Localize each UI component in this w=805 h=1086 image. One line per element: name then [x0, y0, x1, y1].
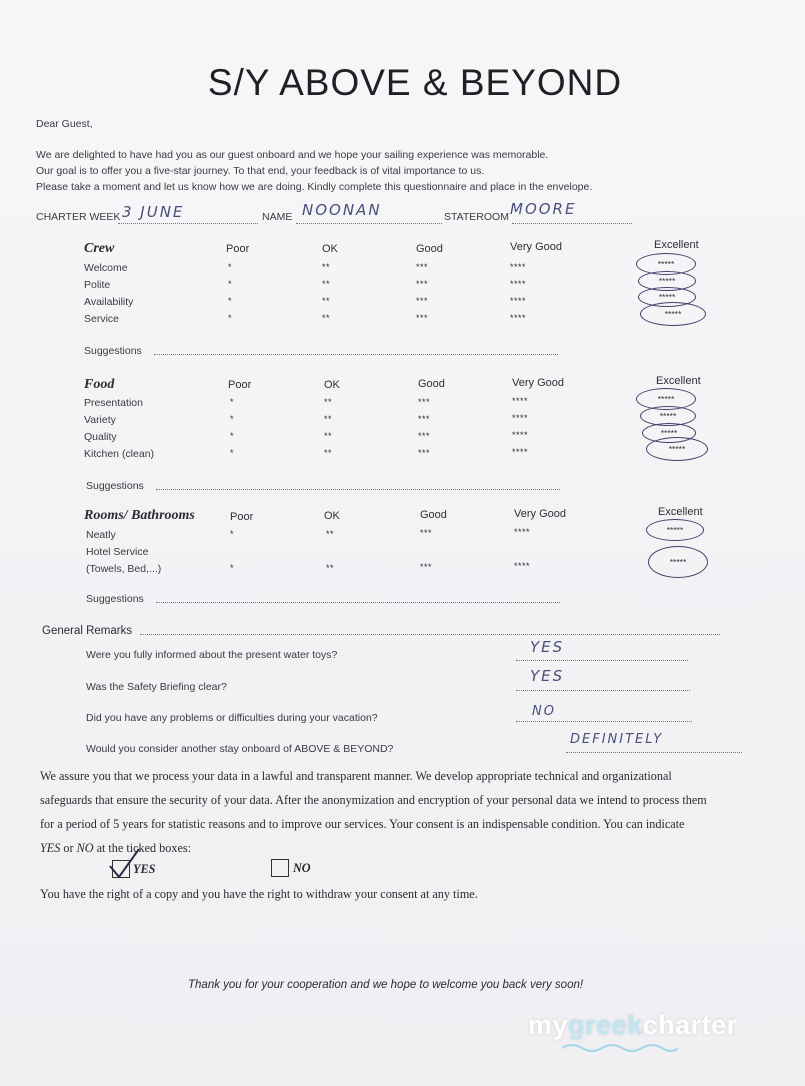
excellent-stars: *****	[658, 276, 676, 286]
crew-row-label: Service	[84, 313, 120, 325]
food-row-label: Quality	[84, 431, 117, 443]
excellent-stars: *****	[666, 525, 684, 535]
privacy-instruction: at the ticked boxes:	[93, 841, 191, 855]
general-remarks-field[interactable]	[140, 634, 720, 635]
rating-excellent-circled[interactable]	[648, 546, 708, 578]
privacy-line: for a period of 5 years for statistic reasons and to improve our services. Your consent is an indispensable condition. You can indicate	[40, 817, 685, 831]
food-section-title: Food	[84, 377, 115, 392]
food-suggestions-field[interactable]	[156, 489, 560, 490]
name-value[interactable]: NOONAN	[302, 201, 382, 219]
rating-poor[interactable]: *	[230, 431, 235, 441]
privacy-line: safeguards that ensure the security of your data. After the anonymization and encryption of your personal data we intend to process them	[40, 793, 707, 807]
rooms-row-label: (Towels, Bed,...)	[86, 563, 162, 575]
page-title: S/Y ABOVE & BEYOND	[207, 62, 623, 103]
name-line	[296, 223, 442, 224]
rating-poor[interactable]: *	[228, 313, 233, 323]
mygreekcharter-watermark	[528, 1010, 738, 1041]
rating-very-good[interactable]: ****	[510, 262, 527, 272]
rating-poor[interactable]: *	[230, 529, 235, 539]
charter-week-line	[118, 223, 258, 224]
intro-line: We are delighted to have had you as our guest onboard and we hope your sailing experience was memorable.	[36, 149, 549, 161]
wave-icon	[560, 1040, 680, 1056]
col-good: Good	[418, 378, 445, 390]
rating-good[interactable]: ***	[420, 528, 433, 538]
intro-text	[36, 147, 756, 195]
rating-poor[interactable]: *	[230, 448, 235, 458]
answer-line	[566, 752, 742, 753]
rating-very-good[interactable]: ****	[510, 313, 527, 323]
rating-ok[interactable]: **	[324, 397, 333, 407]
col-ok: OK	[324, 379, 340, 391]
rating-good[interactable]: ***	[416, 296, 429, 306]
rating-very-good[interactable]: ****	[512, 447, 529, 457]
col-excellent: Excellent	[654, 239, 699, 251]
intro-line: Please take a moment and let us know how we are doing. Kindly complete this questionnaire and place in the envelope.	[36, 181, 593, 193]
rating-excellent-circled[interactable]	[640, 302, 706, 326]
rights-text: You have the right of a copy and you have the right to withdraw your consent at any time.	[40, 887, 478, 901]
rating-poor[interactable]: *	[228, 262, 233, 272]
answer-text[interactable]: YES	[530, 667, 565, 685]
excellent-stars: *****	[668, 444, 686, 454]
rating-very-good[interactable]: ****	[512, 396, 529, 406]
excellent-stars: *****	[664, 309, 682, 319]
general-remarks-label: General Remarks	[42, 625, 133, 637]
col-very-good: Very Good	[510, 241, 562, 253]
excellent-stars: *****	[659, 411, 677, 421]
crew-row-label: Welcome	[84, 262, 128, 274]
rating-excellent-circled[interactable]	[646, 519, 704, 541]
consent-no-checkbox[interactable]	[271, 859, 289, 877]
question-text: Did you have any problems or difficulties during your vacation?	[86, 712, 378, 724]
consent-no-label: NO	[293, 861, 311, 875]
rating-good[interactable]: ***	[418, 397, 431, 407]
rating-good[interactable]: ***	[416, 262, 429, 272]
rating-good[interactable]: ***	[418, 414, 431, 424]
rooms-row-label: Hotel Service	[86, 546, 149, 558]
col-good: Good	[420, 509, 447, 521]
rating-ok[interactable]: **	[326, 529, 335, 539]
excellent-stars: *****	[657, 259, 675, 269]
rating-poor[interactable]: *	[230, 563, 235, 573]
answer-text[interactable]: DEFINITELY	[570, 732, 664, 747]
name-label: NAME	[262, 211, 293, 223]
rating-good[interactable]: ***	[418, 431, 431, 441]
watermark-part: my	[528, 1010, 569, 1040]
rating-good[interactable]: ***	[420, 562, 433, 572]
col-poor: Poor	[230, 511, 254, 523]
col-good: Good	[416, 243, 443, 255]
col-excellent: Excellent	[656, 375, 701, 387]
excellent-stars: *****	[657, 394, 675, 404]
crew-section-title: Crew	[84, 241, 115, 256]
rating-poor[interactable]: *	[230, 414, 235, 424]
charter-week-value[interactable]: 3 JUNE	[122, 203, 185, 221]
privacy-line	[40, 836, 780, 860]
crew-row-label: Availability	[84, 296, 134, 308]
rooms-suggestions-label: Suggestions	[86, 593, 144, 605]
watermark-part: charter	[642, 1010, 738, 1040]
rating-very-good[interactable]: ****	[510, 296, 527, 306]
privacy-line: We assure you that we process your data in a lawful and transparent manner. We develop appropriate technical and organizational	[40, 769, 672, 783]
rating-good[interactable]: ***	[418, 448, 431, 458]
col-very-good: Very Good	[514, 508, 566, 520]
rating-poor[interactable]: *	[228, 279, 233, 289]
rating-very-good[interactable]: ****	[512, 413, 529, 423]
rooms-row-label: Neatly	[86, 529, 116, 541]
food-row-label: Variety	[84, 414, 116, 426]
stateroom-label: STATEROOM	[444, 211, 509, 223]
rating-poor[interactable]: *	[228, 296, 233, 306]
rating-poor[interactable]: *	[230, 397, 235, 407]
col-ok: OK	[324, 510, 340, 522]
closing-message: Thank you for your cooperation and we hope to welcome you back very soon!	[188, 979, 584, 991]
intro-line: Our goal is to offer you a five-star journey. To that end, your feedback is of vital importance to us.	[36, 165, 485, 177]
rating-good[interactable]: ***	[416, 313, 429, 323]
food-row-label: Presentation	[84, 397, 143, 409]
question-text: Was the Safety Briefing clear?	[86, 681, 227, 693]
rating-ok[interactable]: **	[322, 296, 331, 306]
col-poor: Poor	[226, 243, 250, 255]
rating-good[interactable]: ***	[416, 279, 429, 289]
answer-text[interactable]: NO	[532, 704, 556, 719]
food-row-label: Kitchen (clean)	[84, 448, 155, 460]
rating-ok[interactable]: **	[322, 262, 331, 272]
consent-yes-label: YES	[133, 862, 156, 876]
excellent-stars: *****	[669, 557, 687, 567]
rating-ok[interactable]: **	[326, 563, 335, 573]
answer-text[interactable]: YES	[530, 638, 565, 656]
answer-line	[516, 690, 690, 691]
rating-excellent-circled[interactable]	[646, 437, 708, 461]
rating-ok[interactable]: **	[324, 414, 333, 424]
privacy-or-word: or	[60, 841, 77, 855]
excellent-stars: *****	[658, 292, 676, 302]
rooms-suggestions-field[interactable]	[156, 602, 560, 603]
privacy-yes-word: YES	[40, 841, 61, 855]
watermark-part: greek	[568, 1010, 643, 1040]
question-text: Were you fully informed about the present water toys?	[86, 649, 338, 661]
answer-line	[516, 660, 688, 661]
crew-row-label: Polite	[84, 279, 111, 291]
question-text: Would you consider another stay onboard of ABOVE & BEYOND?	[86, 743, 394, 755]
rating-ok[interactable]: **	[324, 431, 333, 441]
stateroom-line	[512, 223, 632, 224]
privacy-statement	[40, 764, 780, 860]
food-suggestions-label: Suggestions	[86, 480, 144, 492]
col-very-good: Very Good	[512, 377, 564, 389]
excellent-stars: *****	[660, 428, 678, 438]
rating-very-good[interactable]: ****	[510, 279, 527, 289]
greeting: Dear Guest,	[36, 118, 93, 130]
answer-line	[516, 721, 692, 722]
rating-ok[interactable]: **	[322, 279, 331, 289]
rating-very-good[interactable]: ****	[514, 527, 531, 537]
rating-ok[interactable]: **	[322, 313, 331, 323]
rating-ok[interactable]: **	[324, 448, 333, 458]
crew-suggestions-label: Suggestions	[84, 345, 142, 357]
crew-suggestions-field[interactable]	[154, 354, 558, 355]
privacy-no-word: NO	[76, 841, 94, 855]
rooms-section-title: Rooms/ Bathrooms	[84, 508, 195, 523]
col-ok: OK	[322, 243, 338, 255]
col-excellent: Excellent	[658, 506, 703, 518]
charter-week-label: CHARTER WEEK	[36, 211, 121, 223]
rating-very-good[interactable]: ****	[514, 561, 531, 571]
col-poor: Poor	[228, 379, 252, 391]
stateroom-value[interactable]: MOORE	[510, 200, 577, 218]
rating-very-good[interactable]: ****	[512, 430, 529, 440]
